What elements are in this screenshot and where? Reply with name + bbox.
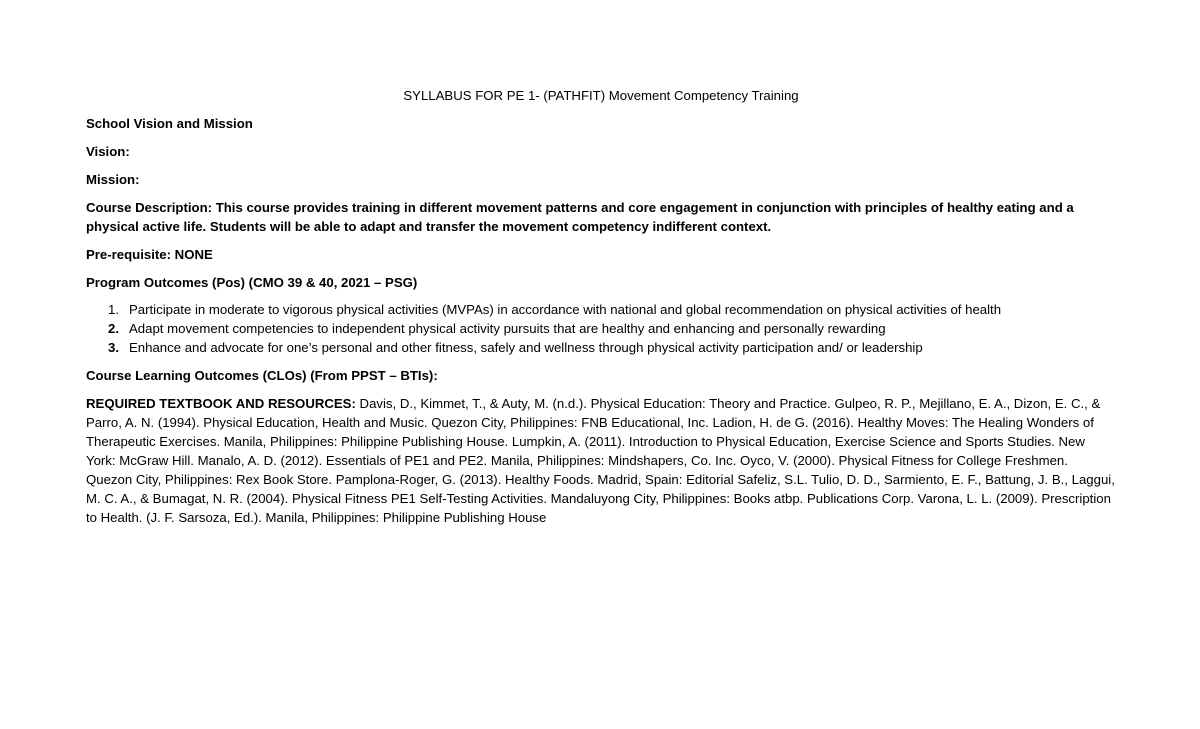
clos-heading: Course Learning Outcomes (CLOs) (From PPST – BTIs): (86, 368, 438, 383)
resources-label: REQUIRED TEXTBOOK AND RESOURCES: (86, 396, 356, 411)
program-outcome-item (86, 300, 1116, 319)
required-resources (86, 394, 1116, 527)
resources-text: Davis, D., Kimmet, T., & Auty, M. (n.d.). Physical Education: Theory and Practice. Gulpeo, R. P., Mejillano, E. A., Dizon, E. C., & Parro, A. N. (1994). Physical Education, Health and Music. Quezon City, Philippines: FNB Educational, Inc. Ladion, H. de G. (2016). Healthy Moves: The Healing Wonders of Therapeutic Exercises. Manila, Philippines: Philippine Publishing House. Lumpkin, A. (2011). Introduction to Physical Education, Exercise Science and Sports Studies. New York: McGraw Hill. Manalo, A. D. (2012). Essentials of PE1 and PE2. Manila, Philippines: Mindshapers, Co. Inc. Oyco, V. (2000). Physical Fitness for College Freshmen. Quezon City, Philippines: Rex Book Store. Pamplona-Roger, G. (2013). Healthy Foods. Madrid, Spain: Editorial Safeliz, S.L. Tulio, D. D., Sarmiento, E. F., Battung, J. B., Laggui, M. C. A., & Bumagat, N. R. (2004). Physical Fitness PE1 Self-Testing Activities. Mandaluyong City, Philippines: Books atbp. Publications Corp. Varona, L. L. (2009). Prescription to Health. (J. F. Sarsoza, Ed.). Manila, Philippines: Philippine Publishing House (86, 396, 1115, 525)
outcome-text: Adapt movement competencies to independent physical activity pursuits that are healthy and enhancing and personally rewarding (129, 321, 886, 336)
program-outcomes-heading: Program Outcomes (Pos) (CMO 39 & 40, 2021 – PSG) (86, 275, 418, 290)
outcome-text: Participate in moderate to vigorous physical activities (MVPAs) in accordance with national and global recommendation on physical activities of health (129, 302, 1002, 317)
outcome-number: 3. (108, 340, 119, 355)
vision-label: Vision: (86, 144, 130, 159)
program-outcomes-list (86, 300, 1116, 357)
program-outcome-item (86, 319, 1116, 338)
prerequisite: Pre-requisite: NONE (86, 247, 213, 262)
vision-mission-heading: School Vision and Mission (86, 116, 253, 131)
outcome-number: 2. (108, 321, 119, 336)
outcome-text: Enhance and advocate for one’s personal and other fitness, safely and wellness through physical activity participation and/ or leadership (129, 340, 923, 355)
program-outcome-item (86, 338, 1116, 357)
mission-label: Mission: (86, 172, 140, 187)
document-title: SYLLABUS FOR PE 1- (PATHFIT) Movement Competency Training (403, 88, 799, 103)
document-content (86, 86, 1116, 527)
outcome-number: 1. (108, 302, 119, 317)
course-description: Course Description: This course provides training in different movement patterns and core engagement in conjunction with principles of healthy eating and a physical active life. Students will be able to adapt and transfer the movement competency indifferent context. (86, 200, 1074, 234)
